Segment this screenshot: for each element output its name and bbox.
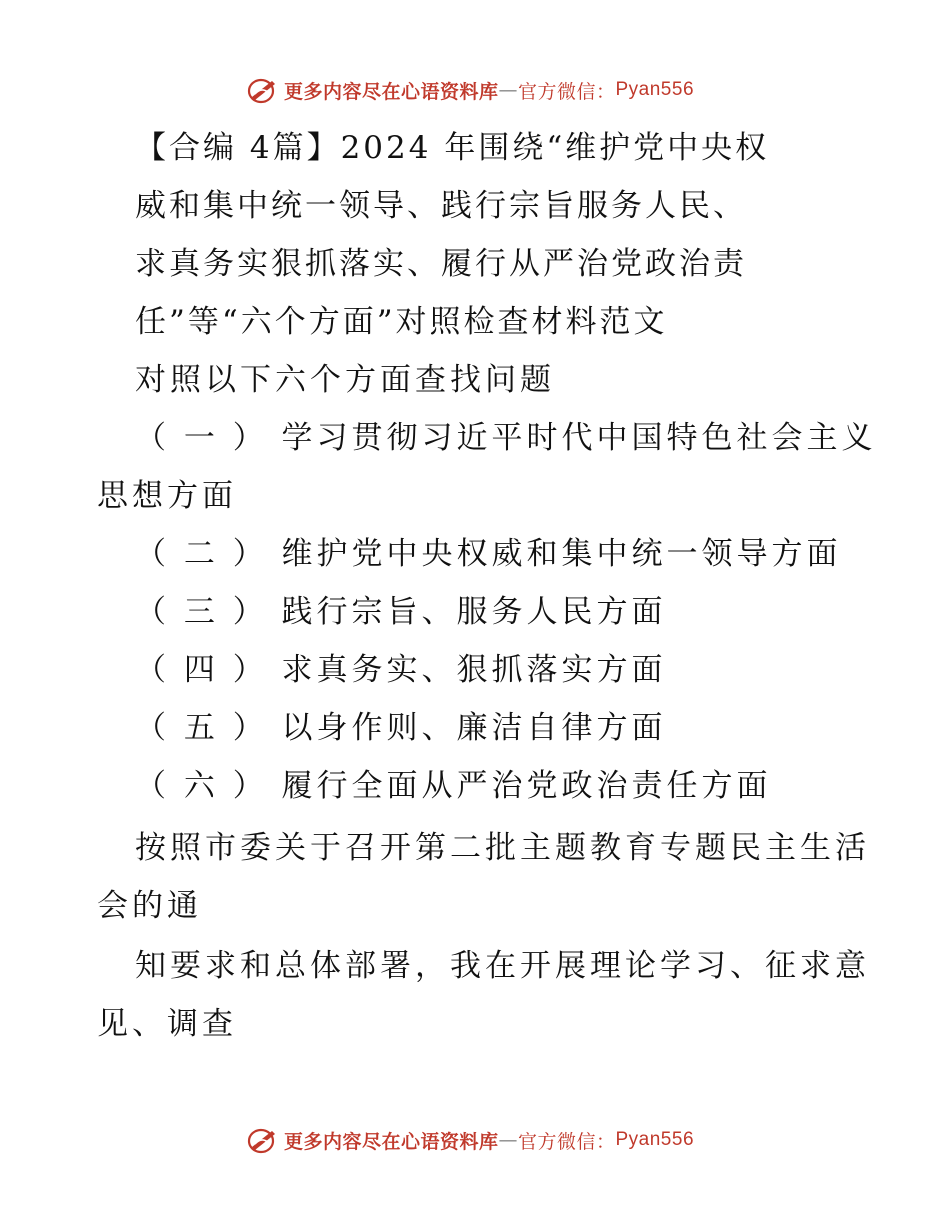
watermark-wechat-id: Pyan556 [615, 79, 695, 100]
watermark-wechat-id: Pyan556 [615, 1129, 695, 1150]
title-line-1: 【合编 4篇】2024 年围绕“维护党中央权 [135, 130, 770, 166]
list-item-1-line-2: 思想方面 [97, 478, 237, 514]
pen-logo-icon [246, 1125, 280, 1155]
watermark-wechat-label: 官方微信： [517, 1130, 616, 1153]
paragraph-1-line-2: 会的通 [97, 888, 202, 924]
title-line-3: 求真务实狠抓落实、履行从严治党政治责 [135, 246, 747, 282]
paragraph-2-line-1: 知要求和总体部署，我在开展理论学习、征求意 [135, 948, 870, 984]
watermark-wechat-label: 官方微信： [517, 80, 616, 103]
title-line-2: 威和集中统一领导、践行宗旨服务人民、 [135, 188, 747, 224]
list-item-4: （ 四 ） 求真务实、狠抓落实方面 [135, 652, 667, 688]
list-item-2: （ 二 ） 维护党中央权威和集中统一领导方面 [135, 536, 842, 572]
list-item-1-line-1: （ 一 ） 学习贯彻习近平时代中国特色社会主义 [135, 420, 877, 456]
paragraph-2-line-2: 见、调查 [97, 1006, 237, 1042]
title-line-4: 任”等“六个方面”对照检查材料范文 [135, 304, 668, 340]
list-item-5: （ 五 ） 以身作则、廉洁自律方面 [135, 710, 667, 746]
list-item-6: （ 六 ） 履行全面从严治党政治责任方面 [135, 768, 772, 804]
paragraph-1-line-1: 按照市委关于召开第二批主题教育专题民主生活 [135, 830, 870, 866]
footer-watermark [0, 1120, 950, 1160]
watermark-dash: — [498, 1129, 518, 1151]
list-item-3: （ 三 ） 践行宗旨、服务人民方面 [135, 594, 667, 630]
watermark-main-text: 更多内容尽在心语资料库 [283, 1130, 499, 1153]
watermark-main-text: 更多内容尽在心语资料库 [283, 80, 499, 103]
watermark-dash: — [498, 79, 518, 101]
intro-text: 对照以下六个方面查找问题 [135, 362, 555, 398]
